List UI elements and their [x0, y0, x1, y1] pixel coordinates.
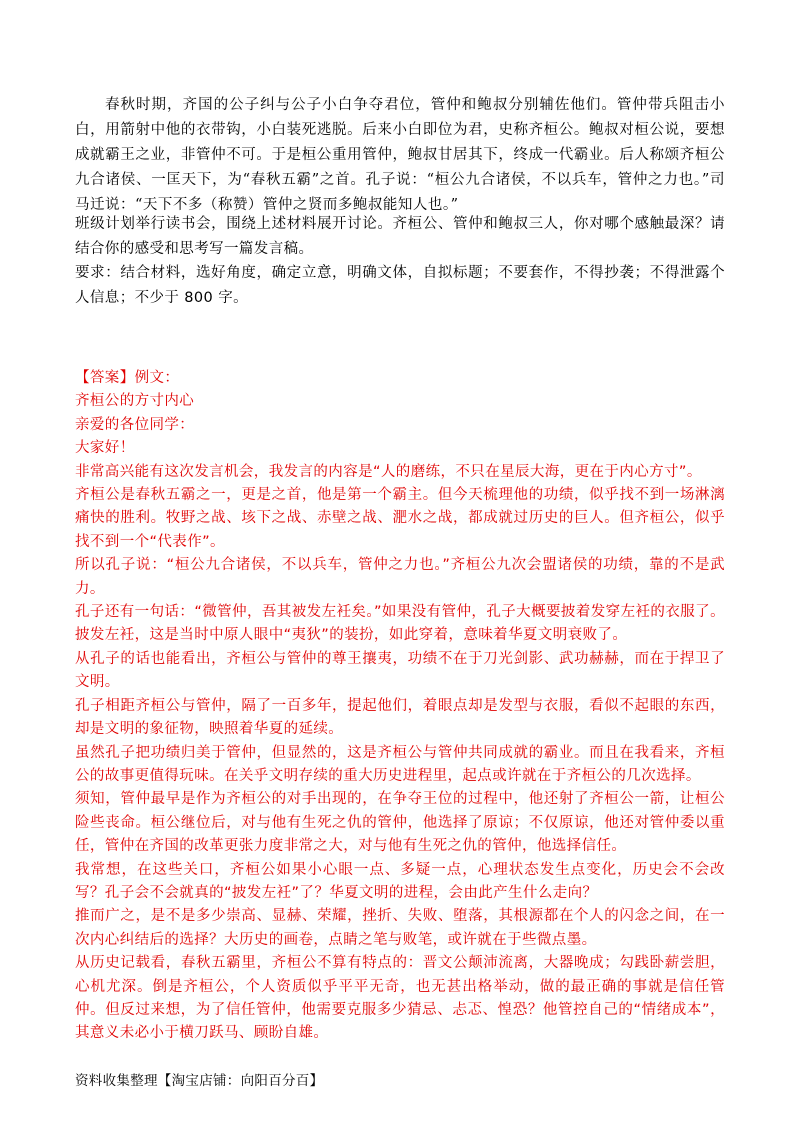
essay-greeting: 大家好！ [75, 440, 135, 457]
answer-header: 【答案】例文： [75, 370, 180, 386]
essay-paragraph: 我常想，在这些关口，齐桓公如果小心眼一点、多疑一点，心理状态发生点变化，历史会不会改写？孔子会不会就真的“披发左衽”了？华夏文明的进程，会由此产生什么走向？ [75, 861, 725, 901]
essay-paragraph: 齐桓公是春秋五霸之一，更是之首，他是第一个霸主。但今天梳理他的功绩，似乎找不到一场淋漓痛快的胜利。牧野之战、垓下之战、赤壁之战、淝水之战，都成就过历史的巨人。但齐桓公，似乎找不到一个“代表作”。 [75, 487, 725, 550]
page-footer: 资料收集整理【淘宝店铺：向阳百分百】 [75, 1073, 324, 1089]
essay-paragraph: 从历史记载看，春秋五霸里，齐桓公不算有特点的：晋文公颠沛流离，大器晚成；勾践卧薪尝胆，心机尤深。倒是齐桓公，个人资质似乎平平无奇，也无甚出格举动，做的最正确的事就是信任管仲。但反过来想，为了信任管仲，他需要克服多少猜忌、忐忑、惶恐？他管控自己的“情绪成本”，其意义未必小于横刀跃马、顾盼自雄。 [75, 955, 725, 1042]
writing-prompt [75, 212, 725, 310]
essay-paragraph: 推而广之，是不是多少崇高、显赫、荣耀，挫折、失败、堕落，其根源都在个人的闪念之间，在一次内心纠结后的选择？大历史的画卷，点睛之笔与败笔，或许就在于些微点墨。 [75, 908, 725, 948]
source-material [75, 93, 725, 218]
answer-section [75, 367, 725, 1046]
essay-salutation: 亲爱的各位同学： [75, 416, 195, 433]
essay-title: 齐桓公的方寸内心 [75, 393, 195, 410]
essay-paragraph: 虽然孔子把功绩归美于管仲，但显然的，这是齐桓公与管仲共同成就的霸业。而且在我看来，齐桓公的故事更值得玩味。在关乎文明存续的重大历史进程里，起点或许就在于齐桓公的几次选择。 [75, 744, 725, 784]
material-paragraph: 春秋时期，齐国的公子纠与公子小白争夺君位，管仲和鲍叔分别辅佐他们。管仲带兵阻击小白，用箭射中他的衣带钩，小白装死逃脱。后来小白即位为君，史称齐桓公。鲍叔对桓公说，要想成就霸王之业，非管仲不可。于是桓公重用管仲，鲍叔甘居其下，终成一代霸业。后人称颂齐桓公九合诸侯、一匡天下，为“春秋五霸”之首。孔子说：“桓公九合诸侯，不以兵车，管仲之力也。”司马迁说：“天下不多（称赞）管仲之贤而多鲍叔能知人也。” [75, 97, 725, 213]
essay-paragraph: 孔子相距齐桓公与管仲，隔了一百多年，提起他们，着眼点却是发型与衣服，看似不起眼的东西，却是文明的象征物，映照着华夏的延续。 [75, 697, 725, 738]
essay-paragraph: 非常高兴能有这次发言机会，我发言的内容是“人的磨练，不只在星辰大海，更在于内心方寸”。 [75, 463, 702, 480]
essay-paragraph: 所以孔子说：“桓公九合诸侯，不以兵车，管仲之力也。”齐桓公九次会盟诸侯的功绩，靠的不是武力。 [75, 557, 725, 597]
essay-paragraph: 须知，管仲最早是作为齐桓公的对手出现的，在争夺王位的过程中，他还射了齐桓公一箭，让桓公险些丧命。桓公继位后，对与他有生死之仇的管仲，他选择了原谅；不仅原谅，他还对管仲委以重任，管仲在齐国的改革更张力度非常之大，对与他有生死之仇的管仲，他选择信任。 [75, 791, 725, 855]
essay-paragraph: 从孔子的话也能看出，齐桓公与管仲的尊王攘夷，功绩不在于刀光剑影、武功赫赫，而在于捍卫了文明。 [75, 650, 725, 691]
prompt-task: 班级计划举行读书会，围绕上述材料展开讨论。齐桓公、管仲和鲍叔三人，你对哪个感触最深？请结合你的感受和思考写一篇发言稿。 [75, 216, 725, 257]
essay-paragraph: 孔子还有一句话：“微管仲，吾其被发左衽矣。”如果没有管仲，孔子大概要披着发穿左衽的衣服了。披发左衽，这是当时中原人眼中“夷狄”的装扮，如此穿着，意味着华夏文明衰败了。 [75, 604, 725, 644]
prompt-requirements: 要求：结合材料，选好角度，确定立意，明确文体，自拟标题；不要套作，不得抄袭；不得泄露个人信息；不少于 800 字。 [75, 265, 725, 306]
